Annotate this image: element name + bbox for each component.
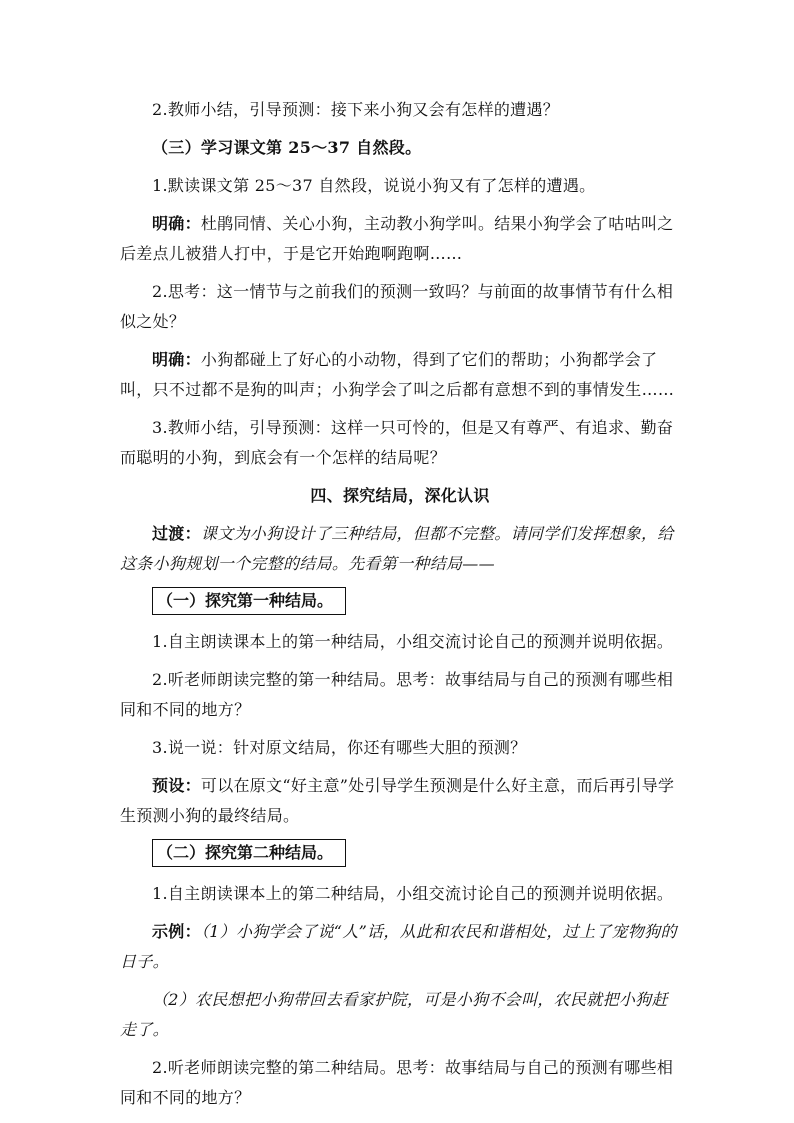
section-4-title: 四、探究结局，深化认识 (310, 486, 490, 505)
preset-label: 预设： (152, 776, 201, 795)
document-page (120, 95, 680, 1121)
paragraph-preset (120, 771, 680, 831)
clarify-label: 明确： (152, 350, 201, 369)
paragraph-think: 2.思考：这一情节与之前我们的预测一致吗？与前面的故事情节有什么相似之处？ (120, 282, 674, 331)
clarify-text: 小狗都碰上了好心的小动物，得到了它们的帮助；小狗都学会了叫，只不过都不是狗的叫声；小狗学会了叫之后都有意想不到的事情发生…… (120, 350, 675, 399)
clarify-text: 杜鹃同情、关心小狗，主动教小狗学叫。结果小狗学会了咕咕叫之后差点儿被猎人打中，于是它开始跑啊跑啊…… (120, 214, 674, 263)
box-heading-1-wrapper (152, 587, 680, 615)
box-heading-2-wrapper (152, 839, 680, 867)
paragraph-clarify-2 (120, 345, 680, 405)
paragraph-ending1-read: 1.自主朗读课本上的第一种结局，小组交流讨论自己的预测并说明依据。 (152, 632, 674, 651)
boxed-heading-ending-2: （二）探究第二种结局。 (152, 839, 346, 867)
clarify-label: 明确： (152, 214, 201, 233)
heading-section-3: （三）学习课文第 25～37 自然段。 (152, 138, 422, 157)
paragraph-teacher-summary-2: 3.教师小结，引导预测：这样一只可怜的，但是又有尊严、有追求、勤奋而聪明的小狗，到底会有一个怎样的结局呢？ (120, 418, 674, 467)
paragraph-example-1 (120, 917, 680, 977)
paragraph-read-25-37: 1.默读课文第 25～37 自然段，说说小狗又有了怎样的遭遇。 (152, 176, 596, 195)
transition-text: 课文为小狗设计了三种结局，但都不完整。请同学们发挥想象，给这条小狗规划一个完整的结局。先看第一种结局—— (120, 524, 674, 573)
paragraph-example-2: （2）农民想把小狗带回去看家护院，可是小狗不会叫，农民就把小狗赶走了。 (120, 990, 668, 1039)
example-label: 示例： (152, 922, 201, 941)
paragraph-ending1-say: 3.说一说：针对原文结局，你还有哪些大胆的预测？ (152, 738, 527, 757)
paragraph-teacher-summary: 2.教师小结，引导预测：接下来小狗又会有怎样的遭遇？ (152, 100, 560, 119)
paragraph-ending2-read: 1.自主朗读课本上的第二种结局，小组交流讨论自己的预测并说明依据。 (152, 884, 674, 903)
transition-label: 过渡： (152, 524, 201, 543)
paragraph-clarify-1 (120, 209, 680, 269)
boxed-heading-ending-1: （一）探究第一种结局。 (152, 587, 346, 615)
preset-text: 可以在原文“好主意”处引导学生预测是什么好主意，而后再引导学生预测小狗的最终结局。 (120, 776, 675, 825)
paragraph-ending2-listen: 2.听老师朗读完整的第二种结局。思考：故事结局与自己的预测有哪些相同和不同的地方？ (120, 1058, 674, 1107)
example-1-text: （1）小狗学会了说“人”话，从此和农民和谐相处，过上了宠物狗的日子。 (120, 922, 677, 971)
paragraph-ending1-listen: 2.听老师朗读完整的第一种结局。思考：故事结局与自己的预测有哪些相同和不同的地方？ (120, 670, 674, 719)
paragraph-transition (120, 519, 680, 579)
